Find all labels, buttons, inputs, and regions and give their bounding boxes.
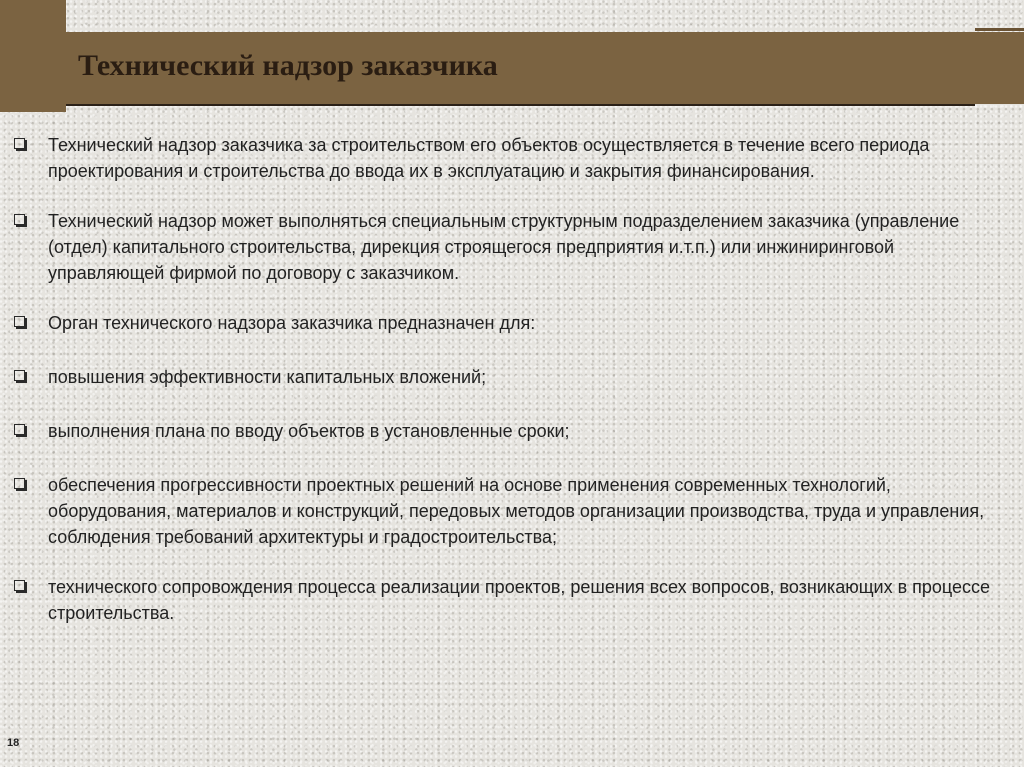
bullet-text: технического сопровождения процесса реализации проектов, решения всех вопросов, возникающих в процессе строительства. (48, 577, 991, 623)
list-item (14, 418, 1014, 444)
bullet-text: Технический надзор может выполняться специальным структурным подразделением заказчика (управление (отдел) капитального строительства, дирекция строящегося предприятия и.т.п.) или инжиниринговой управляющей фирмой по договору с заказчиком. (48, 211, 960, 283)
square-bullet-icon (14, 424, 25, 435)
square-bullet-icon (14, 370, 25, 381)
header-top-line (975, 28, 1024, 31)
bullet-text: повышения эффективности капитальных вложений; (48, 367, 487, 387)
slide-number: 18 (7, 737, 20, 749)
list-item (14, 310, 1014, 336)
square-bullet-icon (14, 316, 25, 327)
bullet-text: Орган технического надзора заказчика предназначен для: (48, 313, 536, 333)
bullet-list (14, 132, 1014, 650)
list-item (14, 364, 1014, 390)
bullet-text: Технический надзор заказчика за строительством его объектов осуществляется в течение всего периода проектирования и строительства до ввода их в эксплуатацию и закрытия финансирования. (48, 135, 930, 181)
header-underline (66, 104, 975, 106)
list-item (14, 472, 1014, 550)
list-item (14, 208, 1014, 286)
page-title: Технический надзор заказчика (78, 49, 498, 82)
square-bullet-icon (14, 214, 25, 225)
list-item (14, 132, 1014, 184)
square-bullet-icon (14, 580, 25, 591)
square-bullet-icon (14, 478, 25, 489)
bullet-text: обеспечения прогрессивности проектных решений на основе применения современных технологий, оборудования, материалов и конструкций, передовых методов организации производства, труда и управления, соблюдения требований архитектуры и градостроительства; (48, 475, 985, 547)
square-bullet-icon (14, 138, 25, 149)
list-item (14, 574, 1014, 626)
bullet-text: выполнения плана по вводу объектов в установленные сроки; (48, 421, 570, 441)
